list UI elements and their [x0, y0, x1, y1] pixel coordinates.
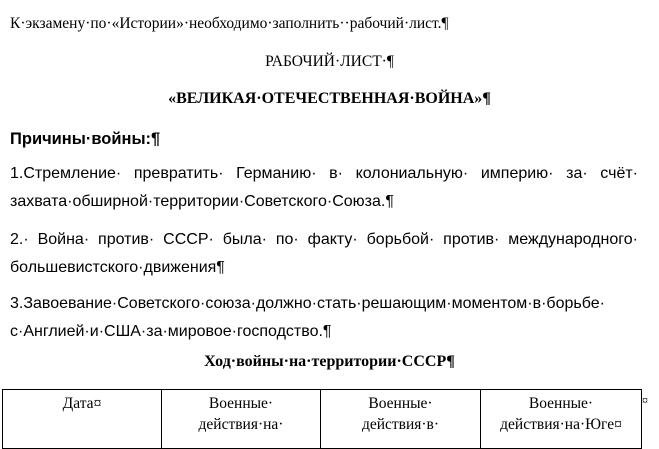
table-header-cell[interactable] — [3, 390, 162, 449]
worksheet-title: РАБОЧИЙ·ЛИСТ·¶ — [265, 53, 394, 70]
cause-1-line-1: 1.Стремление· превратить· Германию· в· колониальную· империю· за· счёт· — [10, 165, 638, 182]
cause-paragraph-3 — [10, 290, 638, 346]
header-cell-line: Военные· — [368, 395, 433, 412]
row-end-mark: ¤ — [642, 393, 648, 407]
intro-line: К·экзамену·по·«Истории»·необходимо·заполнить··рабочий·лист.¶ — [10, 15, 449, 32]
events-table — [2, 389, 642, 449]
cause-2-line-1: 2.· Война· против· СССР· была· по· факту· борьбой· против· международного· — [10, 231, 638, 248]
header-cell-line: Военные· — [528, 395, 594, 412]
cause-3-line-1: 3.Завоевание·Советского·союза·должно·стать·решающим·моментом·в·борьбе· — [10, 295, 605, 312]
cause-3-line-2: с·Англией·и·США·за·мировое·господство.¶ — [10, 323, 332, 340]
header-cell-line: действия·на· — [198, 416, 284, 433]
header-cell-line: Дата¤ — [62, 395, 102, 412]
cause-paragraph-1 — [10, 160, 638, 216]
cause-1-line-2: захвата·обширной·территории·Советского·Союза.¶ — [10, 193, 394, 210]
header-cell-line: Военные· — [208, 395, 274, 412]
table-header-cell[interactable] — [321, 390, 481, 449]
table-header-cell[interactable] — [162, 390, 321, 449]
topic-title: «ВЕЛИКАЯ·ОТЕЧЕСТВЕННАЯ·ВОЙНА»¶ — [168, 90, 491, 107]
causes-heading: Причины·войны:¶ — [10, 130, 161, 148]
cause-2-line-2: большевистского·движения¶ — [10, 259, 225, 276]
table-header-cell[interactable] — [481, 390, 642, 449]
cause-paragraph-2 — [10, 226, 638, 282]
course-heading: Ход·войны·на·территории·СССР¶ — [204, 353, 455, 370]
table-header-row — [3, 390, 642, 449]
header-cell-line: действия·в· — [361, 416, 440, 433]
header-cell-line: действия·на·Юге¤ — [500, 416, 622, 433]
